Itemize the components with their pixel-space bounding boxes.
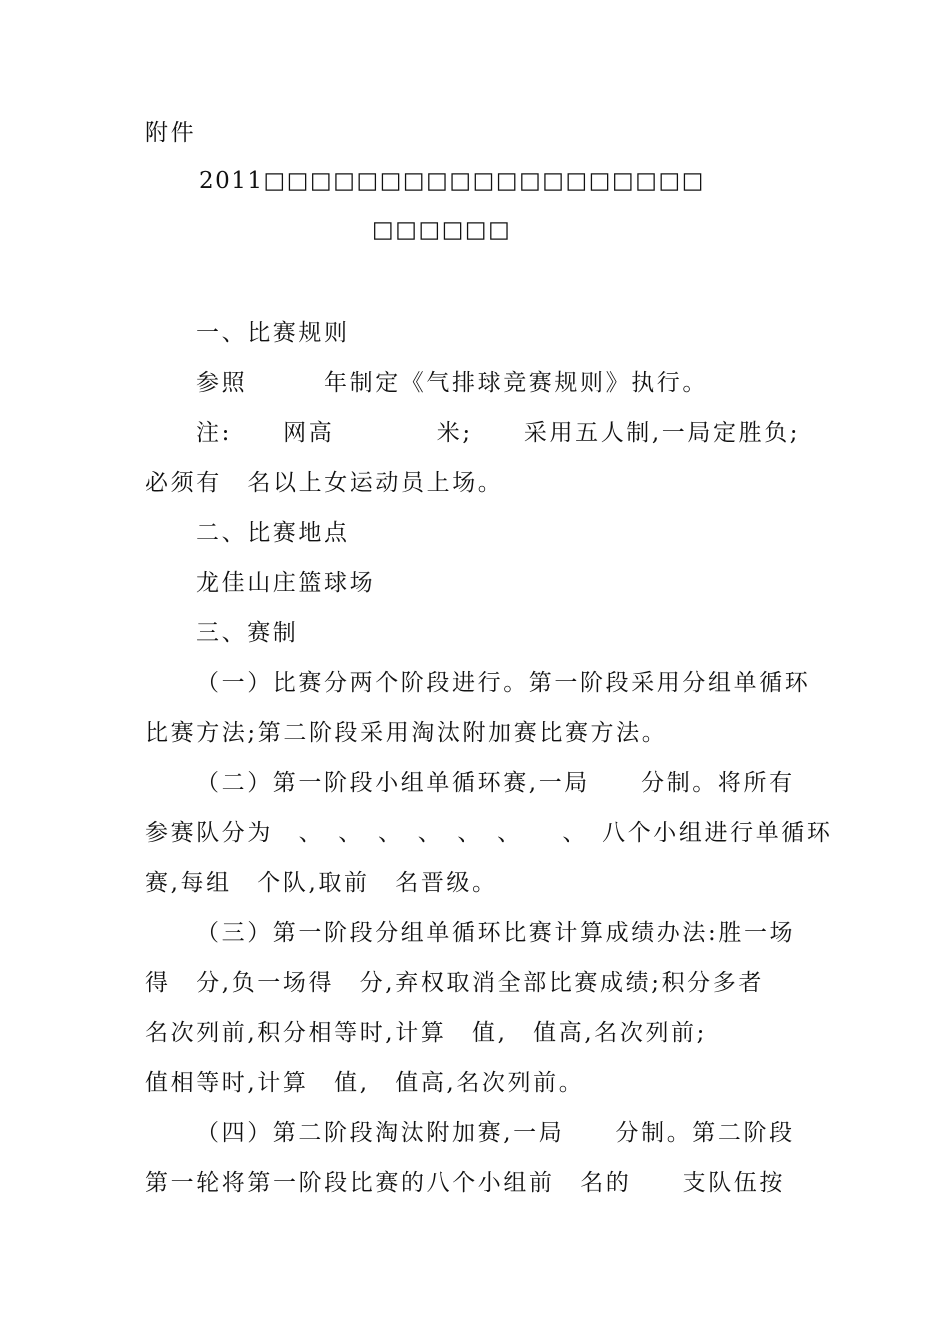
paragraph-line: （一）比赛分两个阶段进行。第一阶段采用分组单循环 (196, 670, 811, 696)
paragraph-line: （四）第二阶段淘汰附加赛,一局 分制。第二阶段 (196, 1120, 795, 1146)
paragraph-line: 参照 年制定《气排球竞赛规则》执行。 (196, 370, 708, 396)
paragraph-line: 第一轮将第一阶段比赛的八个小组前 名的 支队伍按 (145, 1170, 785, 1196)
paragraph-line: 参赛队分为 、 、 、 、 、 、 、 八个小组进行单循环 (145, 820, 833, 846)
paragraph-line: 注: 网高 米; 采用五人制,一局定胜负; (196, 420, 801, 446)
section-heading-venue: 二、比赛地点 (196, 520, 350, 546)
paragraph-line: 必须有 名以上女运动员上场。 (145, 470, 504, 496)
document-title-line1: 2011□□□□□□□□□□□□□□□□□□□ (199, 168, 705, 194)
paragraph-line: 赛,每组 个队,取前 名晋级。 (145, 870, 498, 896)
paragraph-line: （三）第一阶段分组单循环比赛计算成绩办法:胜一场 (196, 920, 796, 946)
paragraph-line: 名次列前,积分相等时,计算 值, 值高,名次列前; (145, 1020, 707, 1046)
attachment-label: 附件 (145, 120, 197, 146)
paragraph-line: （二）第一阶段小组单循环赛,一局 分制。将所有 (196, 770, 795, 796)
paragraph-line: 比赛方法;第二阶段采用淘汰附加赛比赛方法。 (145, 720, 668, 746)
document-title-line2: □□□□□□ (372, 217, 512, 243)
paragraph-line: 值相等时,计算 值, 值高,名次列前。 (145, 1070, 585, 1096)
section-heading-format: 三、赛制 (196, 620, 299, 646)
paragraph-line: 龙佳山庄篮球场 (196, 570, 376, 596)
section-heading-rules: 一、比赛规则 (196, 320, 350, 346)
paragraph-line: 得 分,负一场得 分,弃权取消全部比赛成绩;积分多者 (145, 970, 764, 996)
